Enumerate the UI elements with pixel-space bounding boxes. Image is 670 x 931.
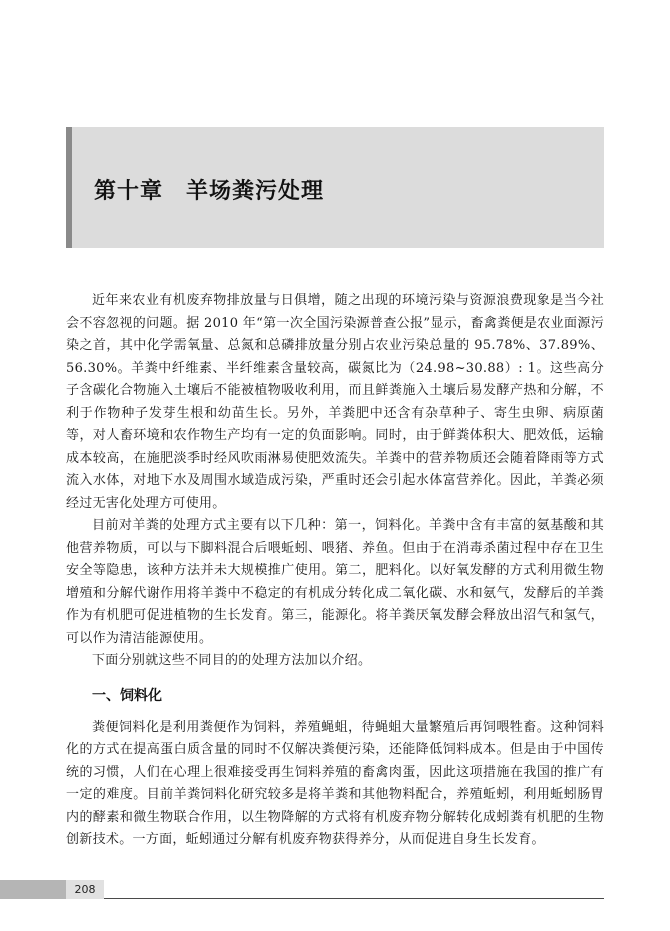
chapter-banner [66,127,604,248]
paragraph-transition: 下面分别就这些不同目的的处理方法加以介绍。 [92,653,372,668]
footer-bar [0,880,66,899]
paragraph-intro: 近年来农业有机废弃物排放量与日俱增，随之出现的环境污染与资源浪费现象是当今社会不容忽视的问题。据 2010 年“第一次全国污染源普查公报”显示，畜禽粪便是农业面源污染之首，其中化学需氧量、总氮和总磷排放量分别占农业污染总量的 95.78%、37.89%、56.30%。羊粪中纤维素、半纤维素含量较高，碳氮比为（24.98~30.88）: 1。这些高分子含碳化合物施入土壤后不能被植物吸收利用，而且鲜粪施入土壤后易发酵产热和分解，不利于作物种子发芽生根和幼苗生长。另外，羊粪肥中还含有杂草种子、寄生虫卵、病原菌等，对人畜环境和农作物生产均有一定的负面影响。同时，由于鲜粪体积大、肥效低，运输成本较高，在施肥淡季时经风吹雨淋易使肥效流失。羊粪中的营养物质还会随着降雨等方式流入水体，对地下水及周围水域造成污染，严重时还会引起水体富营养化。因此，羊粪必须经过无害化处理方可使用。 [66,293,604,511]
body-text [66,290,604,852]
chapter-title: 第十章 羊场粪污处理 [94,179,325,204]
page-number: 208 [66,880,104,899]
chapter-accent-bar [66,127,72,248]
section-heading: 一、饲料化 [92,687,162,704]
paragraph-methods: 目前对羊粪的处理方式主要有以下几种：第一，饲料化。羊粪中含有丰富的氨基酸和其他营养物质，可以与下脚料混合后喂蚯蚓、喂猪、养鱼。但由于在消毒杀菌过程中存在卫生安全等隐患，该种方法并未大规模推广使用。第二，肥料化。以好氧发酵的方式利用微生物增殖和分解代谢作用将羊粪中不稳定的有机成分转化成二氧化碳、水和氨气，发酵后的羊粪作为有机肥可促进植物的生长发育。第三，能源化。将羊粪厌氧发酵会释放出沼气和氢气，可以作为清洁能源使用。 [66,518,604,646]
paragraph-feed: 粪便饲料化是利用粪便作为饲料，养殖蝇蛆，待蝇蛆大量繁殖后再饲喂牲畜。这种饲料化的方式在提高蛋白质含量的同时不仅解决粪便污染，还能降低饲料成本。但是由于中国传统的习惯，人们在心理上很难接受再生饲料养殖的畜禽肉蛋，因此这项措施在我国的推广有一定的难度。目前羊粪饲料化研究较多是将羊粪和其他物料配合，养殖蚯蚓，利用蚯蚓肠胃内的酵素和微生物联合作用，以生物降解的方式将有机废弃物分解转化成蚓粪有机肥的生物创新技术。一方面，蚯蚓通过分解有机废弃物获得养分，从而促进自身生长发育。 [66,719,604,847]
footer-rule [104,898,604,899]
